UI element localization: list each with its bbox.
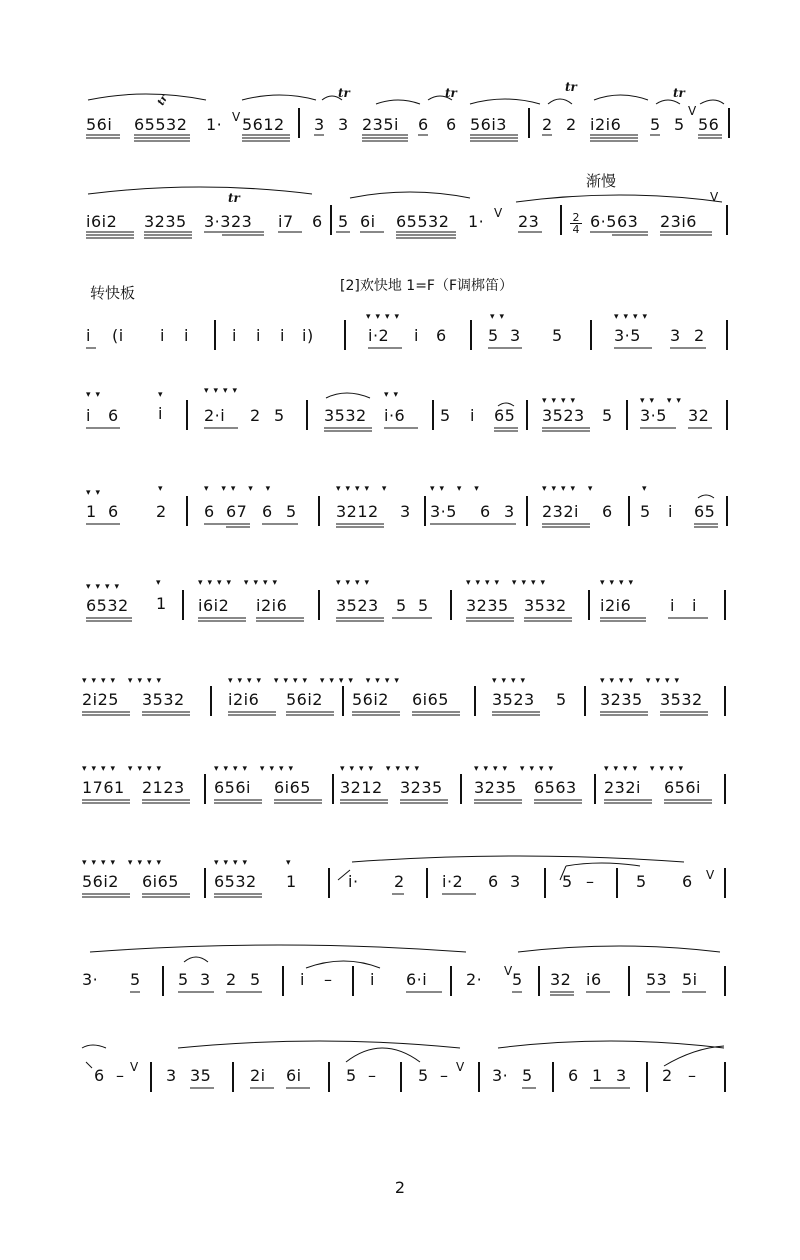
note-group: 3235 <box>474 778 517 797</box>
accent-ticks: ▾▾▾▾ ▾▾▾▾ <box>340 764 425 774</box>
barline <box>590 320 592 350</box>
barline <box>162 966 164 996</box>
note-group: 3 <box>314 115 325 134</box>
note-group: i <box>86 406 91 425</box>
note-group: i2i6 <box>228 690 260 709</box>
note-group: 3235 <box>400 778 443 797</box>
note-group: 5 <box>602 406 613 425</box>
note-group: i <box>470 406 475 425</box>
accent-ticks: ▾▾▾▾ <box>492 676 531 686</box>
note-group: 56 <box>698 115 720 134</box>
barline <box>182 590 184 620</box>
note-group: 23i6 <box>660 212 697 231</box>
accent-ticks: ▾▾▾▾ ▾▾▾▾ ▾▾▾▾ ▾▾▾▾ <box>228 676 404 686</box>
note-group: 5 <box>562 872 573 891</box>
note-group: – <box>586 872 595 891</box>
note-group: 2 <box>542 115 553 134</box>
breath-mark: V <box>130 1060 139 1074</box>
note-group: 1 <box>156 594 167 613</box>
note-group: – <box>116 1066 125 1085</box>
note-group: 3 <box>616 1066 627 1085</box>
note-group: 5 <box>286 502 297 521</box>
barline <box>342 686 344 716</box>
barline <box>724 774 726 804</box>
barline <box>616 868 618 898</box>
note-group: 3532 <box>660 690 703 709</box>
accent-ticks: ▾▾▾▾ ▾▾▾▾ <box>82 676 167 686</box>
accent-ticks: ▾▾▾▾ ▾▾▾▾ <box>604 764 689 774</box>
note-group: 65532 <box>396 212 450 231</box>
accent-ticks: ▾▾ <box>490 312 510 322</box>
note-group: 2 <box>250 406 261 425</box>
accent-ticks: ▾▾▾▾ ▾▾▾▾ <box>82 858 167 868</box>
accent-ticks: ▾▾▾▾ <box>600 578 639 588</box>
note-group: 6·i <box>406 970 428 989</box>
barline <box>728 108 730 138</box>
accent-ticks: ▾▾▾▾ <box>542 396 581 406</box>
barline <box>460 774 462 804</box>
note-group: 5 <box>178 970 189 989</box>
trill-mark: tr <box>565 80 577 94</box>
note-group: 2 <box>694 326 705 345</box>
barline <box>724 1062 726 1092</box>
note-group: 6 <box>312 212 323 231</box>
accent-ticks: ▾▾▾▾ ▾▾▾▾ <box>474 764 559 774</box>
barline <box>528 108 530 138</box>
note-group: 1· <box>468 212 485 231</box>
note-group: 656i <box>214 778 251 797</box>
note-group: 3 <box>338 115 349 134</box>
accent-ticks: ▾▾▾▾ <box>614 312 653 322</box>
note-group: 67 <box>226 502 248 521</box>
accent-ticks: ▾▾▾▾ <box>86 582 125 592</box>
note-group: 3 <box>670 326 681 345</box>
note-group: 5 <box>440 406 451 425</box>
note-group: 6 <box>94 1066 105 1085</box>
note-group: 65532 <box>134 115 188 134</box>
note-group: i <box>670 596 675 615</box>
section-heading: [2]欢快地 1=F（F调梆笛） <box>340 278 514 294</box>
note-group: 5 <box>556 690 567 709</box>
barline <box>450 966 452 996</box>
note-group: 235i <box>362 115 399 134</box>
barline <box>726 320 728 350</box>
barline <box>724 966 726 996</box>
note-group: 3532 <box>524 596 567 615</box>
accent-ticks: ▾ <box>642 484 652 494</box>
accent-ticks: ▾▾▾▾ <box>214 858 253 868</box>
note-group: 6 <box>488 872 499 891</box>
note-group: 6 <box>568 1066 579 1085</box>
barline <box>526 400 528 430</box>
barline <box>724 590 726 620</box>
barline <box>726 205 728 235</box>
note-group: i <box>414 326 419 345</box>
accent-ticks: ▾▾▾▾ ▾▾▾▾ <box>600 676 685 686</box>
note-group: 6 <box>602 502 613 521</box>
note-group: 56i2 <box>352 690 389 709</box>
note-group: i7 <box>278 212 294 231</box>
note-group: 6 <box>418 115 429 134</box>
note-group: 3 <box>510 872 521 891</box>
barline <box>426 868 428 898</box>
barline <box>478 1062 480 1092</box>
trill-mark: tr <box>445 86 457 100</box>
note-group: 5 <box>338 212 349 231</box>
note-group: i) <box>302 326 314 345</box>
note-group: 3· <box>492 1066 509 1085</box>
note-group: 2· <box>466 970 483 989</box>
barline <box>328 1062 330 1092</box>
note-group: 5 <box>130 970 141 989</box>
barline <box>306 400 308 430</box>
note-group: 5 <box>418 1066 429 1085</box>
barline <box>352 966 354 996</box>
note-group: 3235 <box>466 596 509 615</box>
note-group: 6 <box>436 326 447 345</box>
note-group: i6i2 <box>86 212 118 231</box>
accent-ticks: ▾ <box>158 390 168 400</box>
barline <box>544 868 546 898</box>
breath-mark: V <box>688 104 697 118</box>
note-group: 2i <box>250 1066 266 1085</box>
note-group: 3532 <box>142 690 185 709</box>
barline <box>330 205 332 235</box>
note-group: i6i2 <box>198 596 230 615</box>
note-group: 5 <box>346 1066 357 1085</box>
barline <box>594 774 596 804</box>
accent-ticks: ▾▾▾▾ ▾ <box>336 484 392 494</box>
note-group: 65 <box>694 502 716 521</box>
accent-ticks: ▾▾ ▾▾ <box>640 396 686 406</box>
note-group: 65 <box>494 406 516 425</box>
barline <box>646 1062 648 1092</box>
note-group: – <box>688 1066 697 1085</box>
note-group: 3523 <box>336 596 379 615</box>
note-group: 6 <box>446 115 457 134</box>
note-group: – <box>368 1066 377 1085</box>
accent-ticks: ▾▾ <box>384 390 404 400</box>
barline <box>332 774 334 804</box>
note-group: 5 <box>640 502 651 521</box>
note-group: 56i2 <box>286 690 323 709</box>
note-group: i <box>160 326 165 345</box>
note-group: i·2 <box>368 326 390 345</box>
accent-ticks: ▾ <box>286 858 296 868</box>
barline <box>210 686 212 716</box>
barline <box>298 108 300 138</box>
barline <box>328 868 330 898</box>
note-group: i <box>300 970 305 989</box>
note-group: 3 <box>504 502 515 521</box>
accent-ticks: ▾▾ <box>86 390 106 400</box>
barline <box>628 966 630 996</box>
accent-ticks: ▾ <box>158 484 168 494</box>
time-signature <box>570 212 582 235</box>
note-group: i <box>370 970 375 989</box>
note-group: 2·i <box>204 406 226 425</box>
breath-mark: V <box>456 1060 465 1074</box>
note-group: 3·5 <box>614 326 641 345</box>
note-group: 2123 <box>142 778 185 797</box>
accent-ticks: ▾ <box>156 578 166 588</box>
barline <box>726 400 728 430</box>
tempo-marking-fast: 转快板 <box>90 284 136 302</box>
note-group: 3212 <box>340 778 383 797</box>
note-group: 5 <box>396 596 407 615</box>
note-group: 6 <box>108 406 119 425</box>
note-group: 23 <box>518 212 540 231</box>
note-group: 6i65 <box>412 690 449 709</box>
accent-ticks: ▾ ▾▾ ▾ ▾ <box>204 484 276 494</box>
note-group: i <box>280 326 285 345</box>
note-group: 6 <box>262 502 273 521</box>
barline <box>552 1062 554 1092</box>
breath-mark: V <box>494 206 503 220</box>
note-group: 3 <box>200 970 211 989</box>
note-group: 3 <box>400 502 411 521</box>
note-group: 3 <box>510 326 521 345</box>
breath-mark: V <box>710 190 719 204</box>
note-group: 5 <box>488 326 499 345</box>
note-group: 3212 <box>336 502 379 521</box>
barline <box>724 868 726 898</box>
note-group: 2i25 <box>82 690 119 709</box>
accent-ticks: ▾▾▾▾ <box>336 578 375 588</box>
note-group: 6563 <box>534 778 577 797</box>
note-group: i <box>86 326 91 345</box>
note-group: 5 <box>512 970 523 989</box>
accent-ticks: ▾▾ ▾ ▾ <box>430 484 484 494</box>
barline <box>560 205 562 235</box>
accent-ticks: ▾▾▾▾ ▾▾▾▾ <box>466 578 551 588</box>
barline <box>204 868 206 898</box>
barline <box>186 496 188 526</box>
note-group: 6i65 <box>274 778 311 797</box>
note-group: 5 <box>418 596 429 615</box>
note-group: 6i <box>360 212 376 231</box>
barline <box>150 1062 152 1092</box>
breath-mark: V <box>232 110 241 124</box>
breath-mark: V <box>706 868 715 882</box>
note-group: 1 <box>592 1066 603 1085</box>
barline <box>474 686 476 716</box>
time-signature-bottom: 4 <box>572 223 580 236</box>
trill-mark: tr <box>673 86 685 100</box>
barline <box>724 686 726 716</box>
note-group: – <box>440 1066 449 1085</box>
note-group: 3523 <box>492 690 535 709</box>
note-group: i6 <box>586 970 602 989</box>
barline <box>318 590 320 620</box>
note-group: 5 <box>636 872 647 891</box>
accent-ticks: ▾▾▾▾ ▾▾▾▾ <box>198 578 283 588</box>
note-group: 32 <box>688 406 710 425</box>
barline <box>424 496 426 526</box>
note-group: 1761 <box>82 778 125 797</box>
accent-ticks: ▾▾▾▾ ▾▾▾▾ <box>82 764 167 774</box>
trill-mark: tr <box>155 93 171 108</box>
note-group: i <box>256 326 261 345</box>
note-group: i <box>158 404 163 423</box>
note-group: 5i <box>682 970 698 989</box>
barline <box>282 966 284 996</box>
note-group: 232i <box>542 502 579 521</box>
note-group: 5612 <box>242 115 285 134</box>
note-group: i <box>232 326 237 345</box>
note-group: 6 <box>108 502 119 521</box>
note-group: 6 <box>204 502 215 521</box>
barline <box>584 686 586 716</box>
note-group: (i <box>112 326 124 345</box>
note-group: 3·5 <box>430 502 457 521</box>
note-group: 5 <box>250 970 261 989</box>
note-group: i2i6 <box>590 115 622 134</box>
note-group: 2 <box>226 970 237 989</box>
note-group: i <box>184 326 189 345</box>
note-group: i·6 <box>384 406 406 425</box>
note-group: 1 <box>286 872 297 891</box>
note-group: 2 <box>662 1066 673 1085</box>
note-group: 6i65 <box>142 872 179 891</box>
barline <box>432 400 434 430</box>
note-group: 2 <box>394 872 405 891</box>
barline <box>232 1062 234 1092</box>
barline <box>344 320 346 350</box>
barline <box>204 774 206 804</box>
note-group: i <box>668 502 673 521</box>
note-group: 3532 <box>324 406 367 425</box>
barline <box>726 496 728 526</box>
note-group: i2i6 <box>600 596 632 615</box>
note-group: 3523 <box>542 406 585 425</box>
note-group: 3· <box>82 970 99 989</box>
note-group: – <box>324 970 333 989</box>
note-group: 2 <box>566 115 577 134</box>
note-group: 35 <box>190 1066 212 1085</box>
note-group: 6532 <box>214 872 257 891</box>
note-group: i·2 <box>442 872 464 891</box>
note-group: 5 <box>522 1066 533 1085</box>
accent-ticks: ▾▾▾▾ ▾ <box>542 484 598 494</box>
note-group: 1 <box>86 502 97 521</box>
accent-ticks: ▾▾▾▾ <box>366 312 405 322</box>
note-group: 6·563 <box>590 212 639 231</box>
note-group: 6i <box>286 1066 302 1085</box>
breath-mark: V <box>504 964 513 978</box>
note-group: 232i <box>604 778 641 797</box>
note-group: 3 <box>166 1066 177 1085</box>
tempo-marking-slow: 渐慢 <box>586 172 617 190</box>
accent-ticks: ▾▾▾▾ <box>204 386 243 396</box>
note-group: 1· <box>206 115 223 134</box>
note-group: 5 <box>674 115 685 134</box>
note-group: 656i <box>664 778 701 797</box>
barline <box>214 320 216 350</box>
note-group: 56i3 <box>470 115 507 134</box>
accent-ticks: ▾▾ <box>86 488 106 498</box>
barline <box>538 966 540 996</box>
note-group: 2 <box>156 502 167 521</box>
accent-ticks: ▾▾▾▾ ▾▾▾▾ <box>214 764 299 774</box>
trill-mark: tr <box>338 86 350 100</box>
barline <box>400 1062 402 1092</box>
note-group: 5 <box>274 406 285 425</box>
note-group: 3·5 <box>640 406 667 425</box>
note-group: i2i6 <box>256 596 288 615</box>
barline <box>470 320 472 350</box>
note-group: 32 <box>550 970 572 989</box>
time-signature-top: 2 <box>570 212 582 224</box>
trill-mark: tr <box>228 191 240 205</box>
note-group: i <box>692 596 697 615</box>
note-group: 6532 <box>86 596 129 615</box>
note-group: 3·323 <box>204 212 253 231</box>
note-group: 5 <box>650 115 661 134</box>
barline <box>318 496 320 526</box>
note-group: 3235 <box>600 690 643 709</box>
barline <box>526 496 528 526</box>
note-group: i· <box>348 872 359 891</box>
note-group: 56i <box>86 115 113 134</box>
barline <box>186 400 188 430</box>
note-group: 53 <box>646 970 668 989</box>
note-group: 56i2 <box>82 872 119 891</box>
note-group: 3235 <box>144 212 187 231</box>
barline <box>588 590 590 620</box>
note-group: 6 <box>480 502 491 521</box>
barline <box>628 496 630 526</box>
note-group: 6 <box>682 872 693 891</box>
note-group: 5 <box>552 326 563 345</box>
barline <box>450 590 452 620</box>
page-number: 2 <box>394 1178 406 1197</box>
barline <box>626 400 628 430</box>
